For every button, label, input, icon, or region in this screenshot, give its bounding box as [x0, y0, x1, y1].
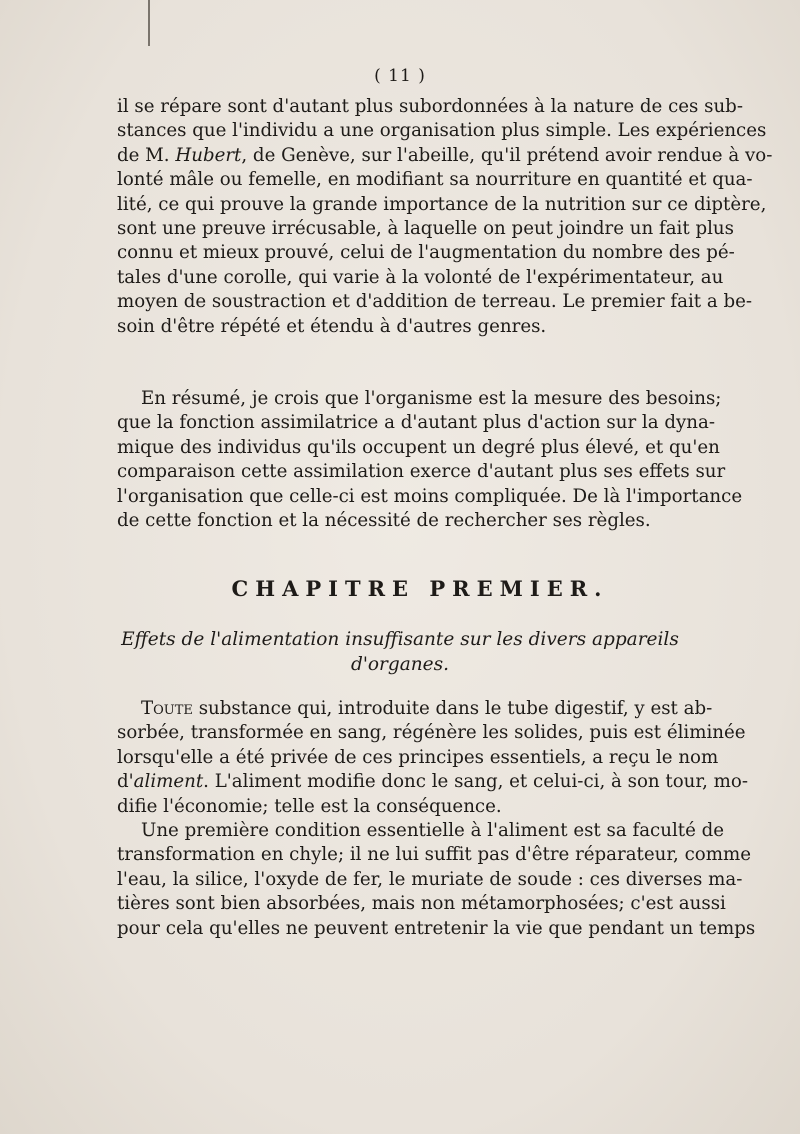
text-line: sont une preuve irrécusable, à laquelle on peut joindre un fait plus [117, 218, 734, 240]
paragraph-2 [117, 387, 743, 533]
text-line: mique des individus qu'ils occupent un degré plus élevé, et qu'en [117, 436, 720, 458]
page-number: ( 11 ) [374, 66, 426, 86]
section-title-line: d'organes. [350, 654, 450, 675]
italic-name: Hubert [175, 144, 242, 166]
text-fragment: , de Genève, sur l'abeille, qu'il prétend avoir rendue à vo- [241, 144, 773, 166]
text-line: connu et mieux prouvé, celui de l'augmentation du nombre des pé- [117, 242, 735, 264]
text-line [117, 770, 748, 794]
text-line: l'organisation que celle-ci est moins compliquée. De là l'importance [117, 485, 743, 507]
paragraph-3 [117, 697, 748, 819]
paragraph-1 [117, 95, 773, 339]
text-line: l'eau, la silice, l'oxyde de fer, le muriate de soude : ces diverses ma- [117, 868, 743, 890]
text-line: sorbée, transformée en sang, régénère les solides, puis est éliminée [117, 722, 746, 744]
text-line: pour cela qu'elles ne peuvent entretenir la vie que pendant un temps [117, 917, 756, 939]
text-line: stances que l'individu a une organisation plus simple. Les expériences [117, 120, 767, 142]
text-line: difie l'économie; telle est la conséquence. [117, 795, 502, 817]
text-line: de cette fonction et la nécessité de rechercher ses règles. [117, 510, 651, 532]
text-line: moyen de soustraction et d'addition de terreau. Le premier fait a be- [117, 291, 753, 313]
text-line: soin d'être répété et étendu à d'autres genres. [117, 315, 547, 337]
text-fragment: substance qui, introduite dans le tube digestif, y est ab- [192, 698, 713, 719]
text-line: lonté mâle ou femelle, en modifiant sa nourriture en quantité et qua- [117, 169, 753, 191]
text-line: lité, ce qui prouve la grande importance de la nutrition sur ce diptère, [117, 193, 767, 215]
text-line: il se répare sont d'autant plus subordonnées à la nature de ces sub- [117, 96, 743, 117]
first-word: Toute [141, 698, 193, 719]
text-line: transformation en chyle; il ne lui suffit pas d'être réparateur, comme [117, 844, 751, 866]
text-fragment: d' [117, 771, 134, 793]
text-line [117, 697, 711, 721]
page-edge-mark [148, 0, 150, 46]
chapter-heading: CHAPITRE PREMIER. [231, 576, 609, 601]
text-line: lorsqu'elle a été privée de ces principes essentiels, a reçu le nom [117, 746, 719, 768]
section-title-line: Effets de l'alimentation insuffisante sur les divers appareils [121, 629, 679, 650]
text-line: comparaison cette assimilation exerce d'autant plus ses effets sur [117, 461, 726, 483]
paragraph-4 [117, 819, 756, 941]
section-title [0, 627, 800, 677]
italic-term: aliment [133, 771, 204, 793]
text-fragment: . L'aliment modifie donc le sang, et celui-ci, à son tour, mo- [203, 771, 748, 793]
text-line: Une première condition essentielle à l'aliment est sa faculté de [141, 820, 725, 841]
text-line: tales d'une corolle, qui varie à la volonté de l'expérimentateur, au [117, 266, 724, 288]
text-fragment: de M. [117, 144, 176, 166]
text-line: En résumé, je crois que l'organisme est la mesure des besoins; [141, 388, 722, 409]
text-line [117, 144, 773, 168]
text-line: que la fonction assimilatrice a d'autant plus d'action sur la dyna- [117, 412, 715, 434]
text-line: tières sont bien absorbées, mais non métamorphosées; c'est aussi [117, 893, 726, 915]
